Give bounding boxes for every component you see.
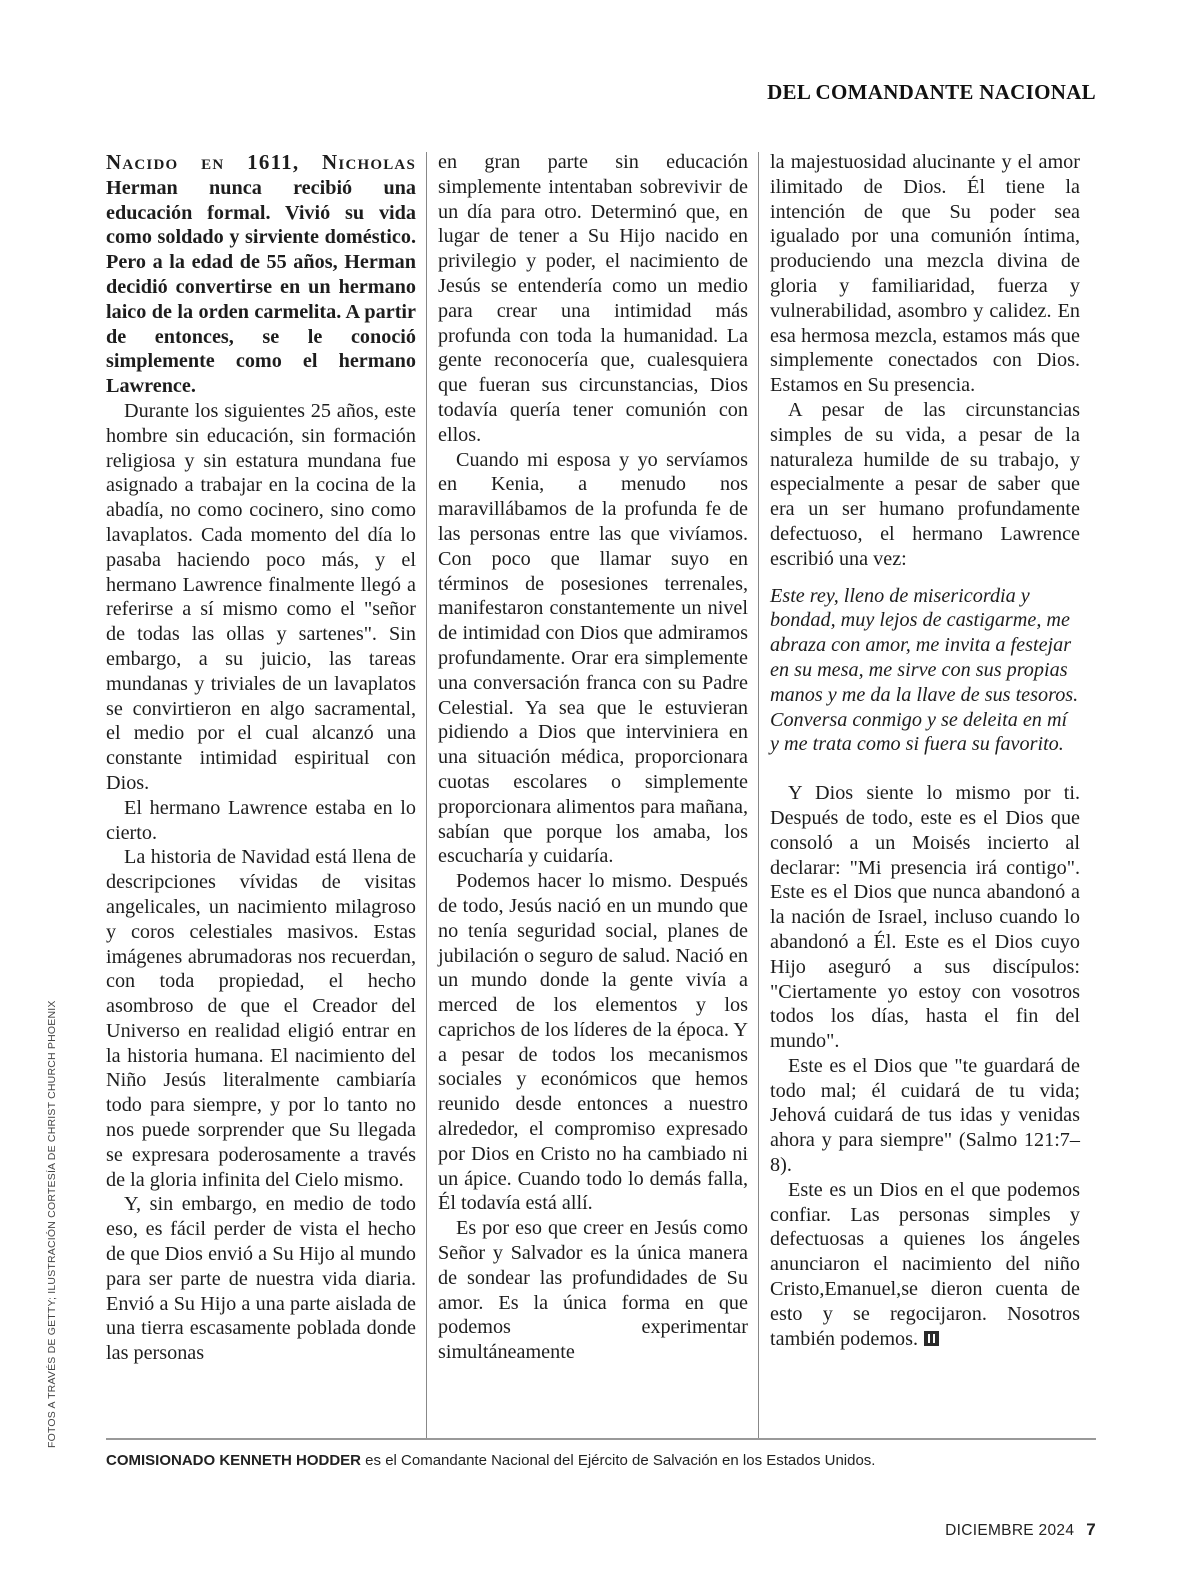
author-bio	[106, 1452, 875, 1469]
paragraph-final	[770, 1178, 1080, 1352]
paragraph-continued: la majestuosidad alucinante y el amor ilimitado de Dios. Él tiene la intención de que Su poder sea igualado por una comunión íntima, produciendo una mezcla divina de gloria y familiaridad, fuerza y vulnerabilidad, asombro y calidez. En esa hermosa mezcla, estamos más que simplemente conectados con Dios. Estamos en Su presencia.	[770, 151, 1080, 397]
final-text: Este es un Dios en el que podemos confiar. Las personas simples y defectuosas a quienes los ángeles anunciaron el nacimiento del niño Cristo,Emanuel,se dieron cuenta de esto y se regocijaron. Nosotros también podemos.	[770, 1178, 1080, 1350]
lede-caps: Nacido en 1611, Nicholas	[106, 150, 416, 174]
end-mark-icon	[924, 1331, 939, 1346]
paragraph: El hermano Lawrence estaba en lo cierto.	[106, 796, 416, 844]
paragraph: A pesar de las circunstancias simples de su vida, a pesar de la naturaleza humilde de su trabajo, y especialmente a pesar de saber que era un ser humano profundamente defectuoso, el hermano Lawrence escribió una vez:	[770, 398, 1080, 570]
paragraph: Es por eso que creer en Jesús como Señor y Salvador es la única manera de sondear las profundidades de Su amor. Es la única forma en que podemos experimentar simultáneamente	[438, 1217, 748, 1364]
paragraph: Este es el Dios que "te guardará de todo mal; él cuidará de tu vida; Jehová cuidará de tus idas y venidas ahora y para siempre" (Salmo 121:7–8).	[770, 1054, 1080, 1177]
page-footer	[945, 1520, 1096, 1540]
article-body	[0, 150, 1200, 1440]
block-quote: Este rey, lleno de misericordia y bondad, muy lejos de castigarme, me abraza con amor, me invita a festejar en su mesa, me sirve con sus propias manos y me da la llave de sus tesoros. Conversa conmigo y se deleita en mí y me trata como si fuera su favorito.	[770, 584, 1079, 756]
column-2	[438, 150, 748, 1365]
page-number: 7	[1086, 1520, 1096, 1539]
lede-paragraph	[106, 150, 416, 399]
paragraph: Durante los siguientes 25 años, este hombre sin educación, sin formación religiosa y sin estatura mundana fue asignado a trabajar en la cocina de la abadía, no como cocinero, sino como lavaplatos. Cada momento del día lo pasaba haciendo poco más, y el hermano Lawrence finalmente llegó a referirse a sí mismo como el "señor de todas las ollas y sartenes". Sin embargo, a su juicio, las tareas mundanas y triviales de un lavaplatos se convirtieron en algo sacramental, el medio por el cual alcanzó una constante intimidad espiritual con Dios.	[106, 399, 416, 794]
paragraph: Y, sin embargo, en medio de todo eso, es fácil perder de vista el hecho de que Dios envió a Su Hijo al mundo para ser parte de nuestra vida diaria. Envió a Su Hijo a una parte aislada de una tierra escasamente poblada donde las personas	[106, 1193, 416, 1365]
section-title: DEL COMANDANTE NACIONAL	[767, 80, 1096, 104]
paragraph: Podemos hacer lo mismo. Después de todo, Jesús nació en un mundo que no tenía seguridad social, planes de jubilación o seguro de salud. Nació en un mundo donde la gente vivía a merced de los elementos y los caprichos de los líderes de la época. Y a pesar de todos los mecanismos sociales y económicos que hemos reunido desde entonces a nuestro alrededor, el compromiso expresado por Dios en Cristo no ha cambiado ni un ápice. Cuando todo lo demás falla, Él todavía está allí.	[438, 870, 748, 1215]
issue-date: DICIEMBRE 2024	[945, 1522, 1075, 1539]
paragraph-continued: en gran parte sin educación simplemente intentaban sobrevivir de un día para otro. Determinó que, en lugar de tener a Su Hijo nacido en privilegio y poder, el nacimiento de Jesús se entendería como un medio para crear una intimidad más profunda con toda la humanidad. La gente reconocería que, cualesquiera que fueran sus circunstancias, Dios todavía quería tener comunión con ellos.	[438, 151, 748, 446]
column-3	[770, 150, 1080, 1351]
lede-text: Herman nunca recibió una educación formal. Vivió su vida como soldado y sirviente doméstico. Pero a la edad de 55 años, Herman decidió convertirse en un hermano laico de la orden carmelita. A partir de entonces, se le conoció simplemente como el hermano Lawrence.	[106, 176, 416, 398]
paragraph: Cuando mi esposa y yo servíamos en Kenia, a menudo nos maravillábamos de la profunda fe de las personas entre las que vivíamos. Con poco que llamar suyo en términos de posesiones terrenales, manifestaron constantemente un nivel de intimidad con Dios que admiramos profundamente. Orar era simplemente una conversación franca con su Padre Celestial. Ya sea que le estuvieran pidiendo a Dios que interviniera en una situación médica, proporcionara cuotas escolares o simplemente proporcionara alimentos para mañana, sabían que porque los amaba, los escucharía y cuidaría.	[438, 448, 748, 868]
column-1	[106, 150, 416, 1366]
photo-credit: FOTOS A TRAVÉS DE GETTY; ILUSTRACIÓN CORTESÍA DE CHRIST CHURCH PHOENIX	[46, 1000, 58, 1448]
author-bio-text: es el Comandante Nacional del Ejército de Salvación en los Estados Unidos.	[361, 1452, 876, 1469]
paragraph: Y Dios siente lo mismo por ti. Después de todo, este es el Dios que consoló a un Moisés incierto al declarar: "Mi presencia irá contigo". Este es el Dios que nunca abandonó a la nación de Israel, incluso cuando lo abandonó a Él. Este es el Dios cuyo Hijo aseguró a sus discípulos: "Ciertamente yo estoy con vosotros todos los días, hasta el fin del mundo".	[770, 782, 1080, 1053]
footer-rule	[106, 1438, 1096, 1440]
author-name: COMISIONADO KENNETH HODDER	[106, 1452, 362, 1469]
paragraph: La historia de Navidad está llena de descripciones vívidas de visitas angelicales, un nacimiento milagroso y coros celestiales masivos. Estas imágenes abrumadoras nos recuerdan, con toda propiedad, el hecho asombroso de que el Creador del Universo en realidad eligió entrar en la historia humana. El nacimiento del Niño Jesús literalmente cambiaría todo para siempre, y por lo tanto no nos puede sorprender que Su llegada se expresara poderosamente a través de la gloria infinita del Cielo mismo.	[106, 846, 416, 1191]
